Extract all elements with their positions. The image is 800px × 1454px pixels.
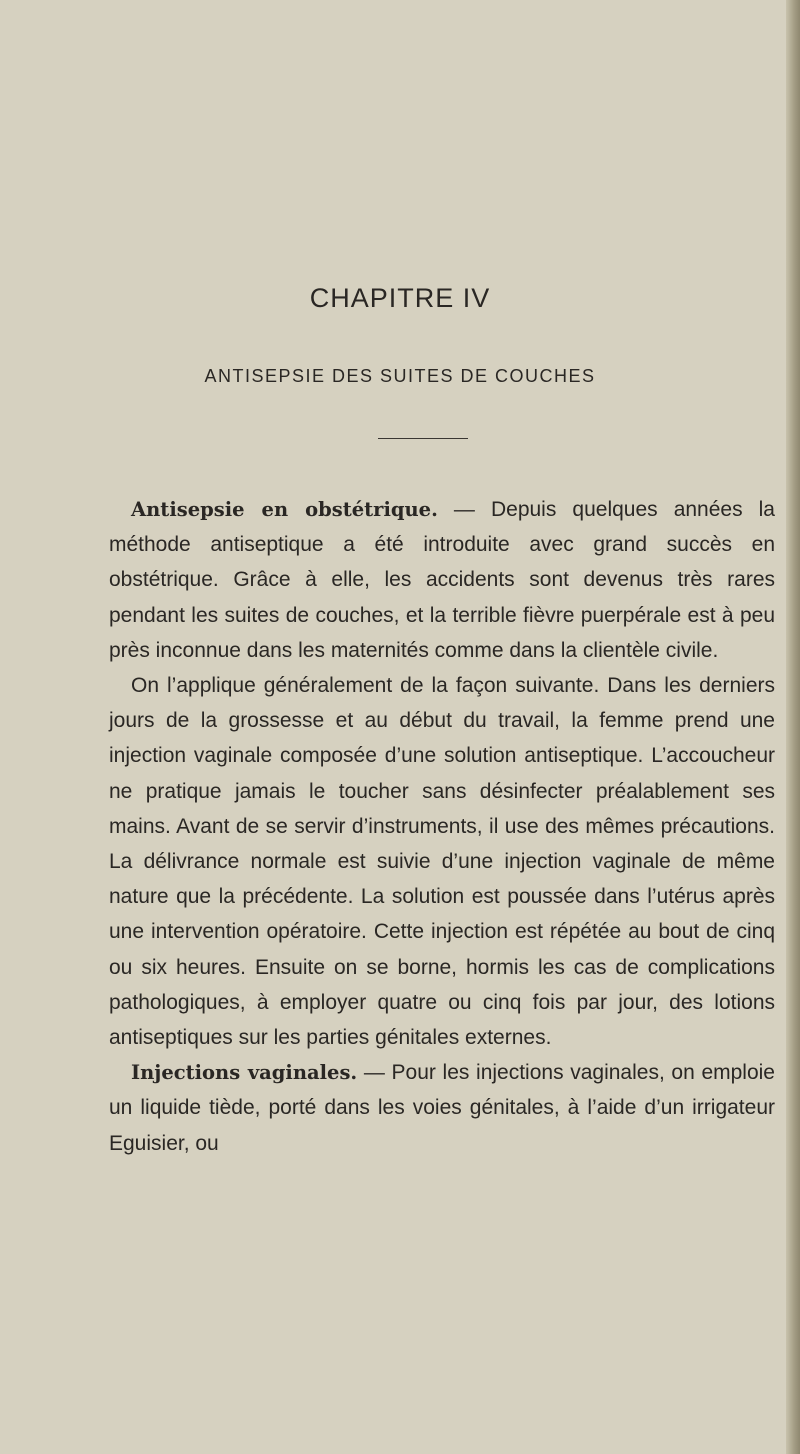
paragraph-text: — Pour les injections vaginales, on emploie un liquide tiède, porté dans les voies génitales, à l’aide d’un irrigateur Eguisier, ou — [109, 1061, 775, 1155]
paragraph-application — [109, 668, 775, 1055]
chapter-subtitle: ANTISEPSIE DES SUITES DE COUCHES — [204, 366, 596, 386]
section-divider — [378, 438, 468, 439]
body-text — [109, 492, 775, 1161]
paragraph-injections — [109, 1055, 775, 1161]
paragraph-heading: Antisepsie en obstétrique. — [131, 498, 438, 521]
page-edge — [786, 0, 800, 1454]
paragraph-text: On l’applique généralement de la façon suivante. Dans les derniers jours de la grossesse et au début du travail, la femme prend une injection vaginale composée d’une solution antiseptique. L’accoucheur ne pratique jamais le toucher sans désinfecter préalablement ses mains. Avant de se servir d’instruments, il use des mêmes précautions. La délivrance normale est suivie d’une injection vaginale de même nature que la précédente. La solution est poussée dans l’utérus après une intervention opératoire. Cette injection est répétée au bout de cinq ou six heures. Ensuite on se borne, hormis les cas de complications pathologiques, à employer quatre ou cinq fois par jour, des lotions antiseptiques sur les parties génitales externes. — [109, 674, 775, 1050]
paragraph-text: — Depuis quelques années la méthode antiseptique a été introduite avec grand succès en obstétrique. Grâce à elle, les accidents sont devenus très rares pendant les suites de couches, et la terrible fièvre puerpérale est à peu près inconnue dans les maternités comme dans la clientèle civile. — [109, 498, 775, 662]
paragraph-antisepsie — [109, 492, 775, 668]
paragraph-heading: Injections vaginales. — [131, 1061, 358, 1085]
chapter-title: CHAPITRE IV — [309, 283, 491, 313]
